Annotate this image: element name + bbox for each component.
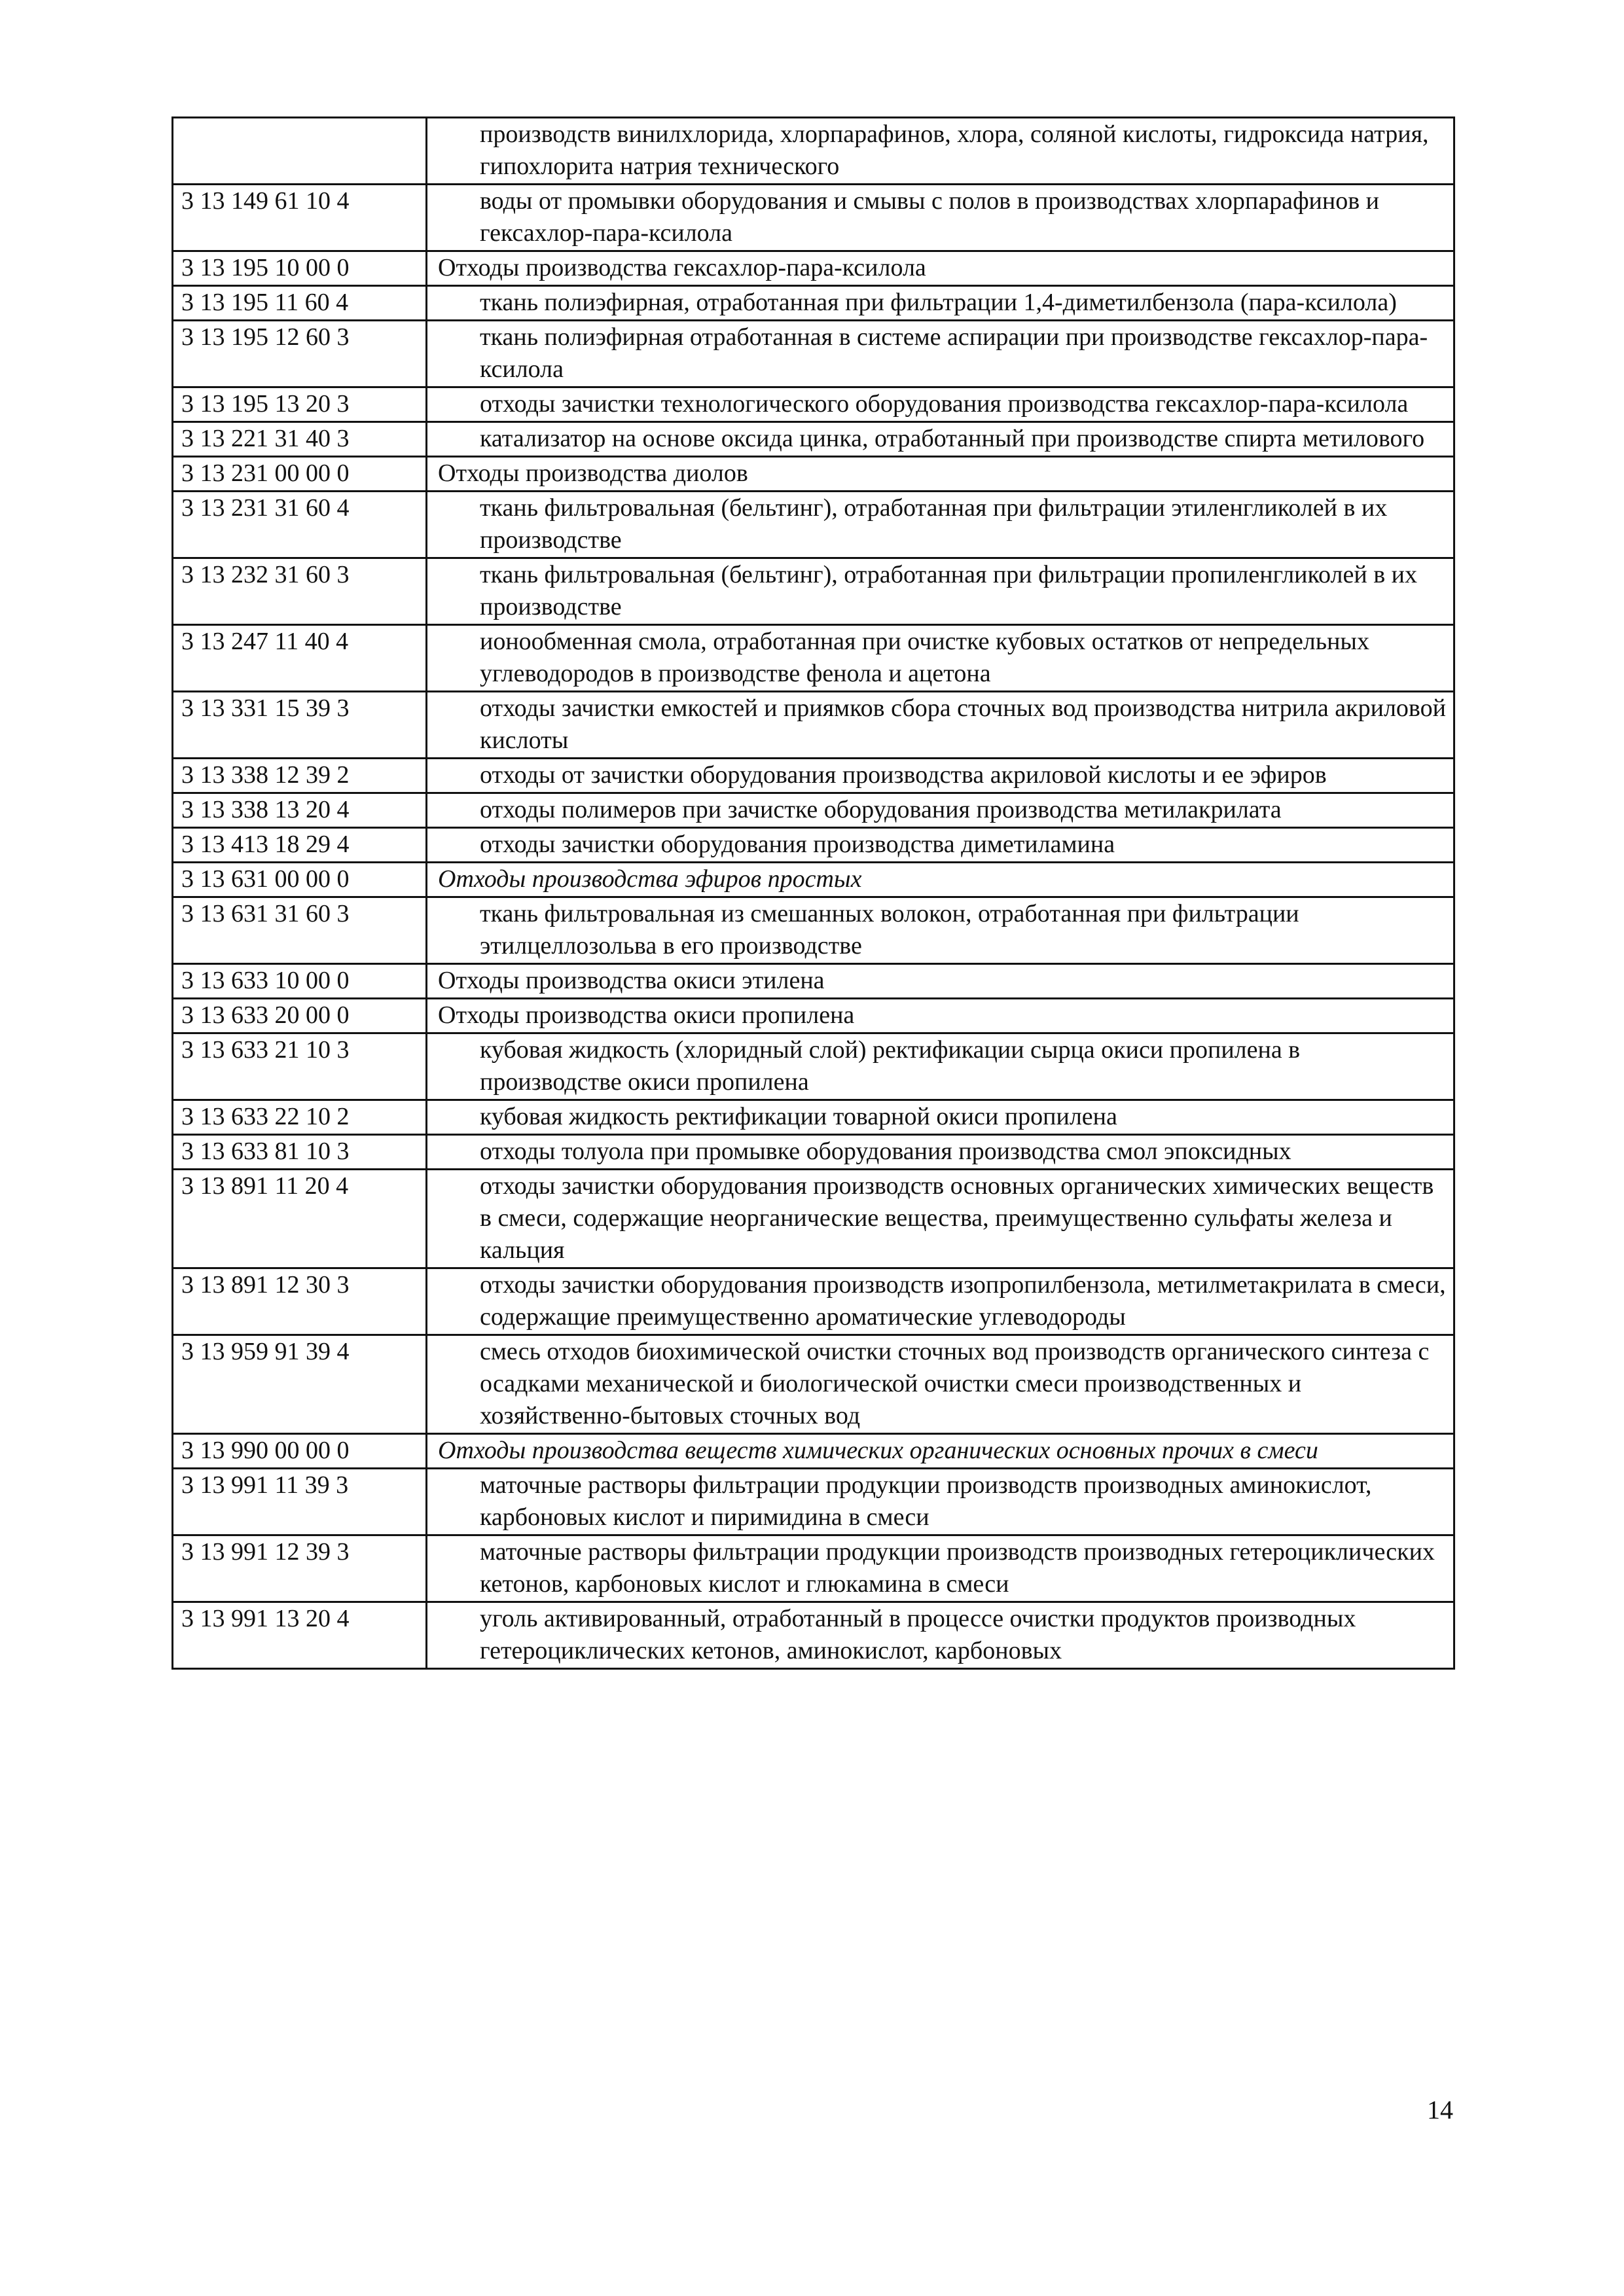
- table-row: [173, 793, 1454, 828]
- table-row: [173, 1535, 1454, 1602]
- table-row: [173, 897, 1454, 964]
- waste-code-cell: 3 13 891 12 30 3: [173, 1268, 427, 1335]
- waste-description-cell: отходы зачистки технологического оборудования производства гексахлор-пара-ксилола: [427, 387, 1454, 422]
- waste-description-cell: катализатор на основе оксида цинка, отработанный при производстве спирта метилового: [427, 422, 1454, 457]
- waste-description-cell: смесь отходов биохимической очистки сточных вод производств органического синтеза с осадками механической и биологической очистки смеси производственных и хозяйственно-бытовых сточных вод: [427, 1335, 1454, 1434]
- table-row: [173, 457, 1454, 492]
- table-row: [173, 286, 1454, 321]
- waste-code-table: [171, 117, 1455, 1670]
- waste-code-cell: 3 13 633 81 10 3: [173, 1135, 427, 1170]
- waste-code-cell: 3 13 231 31 60 4: [173, 492, 427, 558]
- waste-code-cell: 3 13 991 13 20 4: [173, 1602, 427, 1669]
- waste-description-cell: производств винилхлорида, хлорпарафинов, хлора, соляной кислоты, гидроксида натрия, гипохлорита натрия технического: [427, 118, 1454, 185]
- table-row: [173, 964, 1454, 999]
- waste-description-cell: воды от промывки оборудования и смывы с полов в производствах хлорпарафинов и гексахлор-пара-ксилола: [427, 185, 1454, 251]
- waste-group-title-cell: Отходы производства эфиров простых: [427, 863, 1454, 897]
- waste-code-cell: 3 13 631 31 60 3: [173, 897, 427, 964]
- waste-code-cell: 3 13 891 11 20 4: [173, 1170, 427, 1268]
- waste-code-cell: 3 13 959 91 39 4: [173, 1335, 427, 1434]
- waste-description-cell: отходы зачистки оборудования производств изопропилбензола, метилметакрилата в смеси, содержащие преимущественно ароматические углеводороды: [427, 1268, 1454, 1335]
- table-row: [173, 387, 1454, 422]
- waste-code-cell: 3 13 221 31 40 3: [173, 422, 427, 457]
- waste-description-cell: отходы полимеров при зачистке оборудования производства метилакрилата: [427, 793, 1454, 828]
- waste-code-cell: 3 13 247 11 40 4: [173, 625, 427, 692]
- waste-code-cell: 3 13 338 13 20 4: [173, 793, 427, 828]
- waste-description-cell: ткань фильтровальная из смешанных волокон, отработанная при фильтрации этилцеллозольва в его производстве: [427, 897, 1454, 964]
- waste-code-cell: 3 13 991 11 39 3: [173, 1469, 427, 1535]
- waste-code-cell: 3 13 631 00 00 0: [173, 863, 427, 897]
- table-row: [173, 1602, 1454, 1669]
- table-row: [173, 625, 1454, 692]
- waste-code-cell: 3 13 991 12 39 3: [173, 1535, 427, 1602]
- waste-description-cell: кубовая жидкость ректификации товарной окиси пропилена: [427, 1100, 1454, 1135]
- waste-description-cell: ионообменная смола, отработанная при очистке кубовых остатков от непредельных углеводородов в производстве фенола и ацетона: [427, 625, 1454, 692]
- waste-code-cell: 3 13 331 15 39 3: [173, 692, 427, 759]
- waste-code-cell: 3 13 990 00 00 0: [173, 1434, 427, 1469]
- waste-description-cell: маточные растворы фильтрации продукции производств производных гетероциклических кетонов, карбоновых кислот и глюкамина в смеси: [427, 1535, 1454, 1602]
- waste-group-title-cell: Отходы производства гексахлор-пара-ксилола: [427, 251, 1454, 286]
- waste-description-cell: маточные растворы фильтрации продукции производств производных аминокислот, карбоновых кислот и пиримидина в смеси: [427, 1469, 1454, 1535]
- waste-description-cell: ткань полиэфирная, отработанная при фильтрации 1,4-диметилбензола (пара-ксилола): [427, 286, 1454, 321]
- table-row: [173, 1434, 1454, 1469]
- table-row: [173, 558, 1454, 625]
- waste-code-cell: 3 13 633 10 00 0: [173, 964, 427, 999]
- waste-code-cell: 3 13 413 18 29 4: [173, 828, 427, 863]
- table-row: [173, 692, 1454, 759]
- waste-group-title-cell: Отходы производства диолов: [427, 457, 1454, 492]
- waste-description-cell: ткань фильтровальная (бельтинг), отработанная при фильтрации этиленгликолей в их производстве: [427, 492, 1454, 558]
- waste-description-cell: отходы толуола при промывке оборудования производства смол эпоксидных: [427, 1135, 1454, 1170]
- waste-group-title-cell: Отходы производства окиси этилена: [427, 964, 1454, 999]
- table-row: [173, 1135, 1454, 1170]
- table-row: [173, 492, 1454, 558]
- table-row: [173, 1033, 1454, 1100]
- table-row: [173, 118, 1454, 185]
- table-row: [173, 1469, 1454, 1535]
- waste-description-cell: ткань полиэфирная отработанная в системе аспирации при производстве гексахлор-пара-ксилола: [427, 321, 1454, 387]
- waste-description-cell: отходы от зачистки оборудования производства акриловой кислоты и ее эфиров: [427, 759, 1454, 793]
- waste-description-cell: ткань фильтровальная (бельтинг), отработанная при фильтрации пропиленгликолей в их производстве: [427, 558, 1454, 625]
- waste-code-cell: 3 13 195 10 00 0: [173, 251, 427, 286]
- waste-description-cell: отходы зачистки емкостей и приямков сбора сточных вод производства нитрила акриловой кислоты: [427, 692, 1454, 759]
- table-row: [173, 828, 1454, 863]
- table-row: [173, 422, 1454, 457]
- waste-code-cell: 3 13 149 61 10 4: [173, 185, 427, 251]
- waste-description-cell: кубовая жидкость (хлоридный слой) ректификации сырца окиси пропилена в производстве окиси пропилена: [427, 1033, 1454, 1100]
- waste-code-cell: 3 13 633 22 10 2: [173, 1100, 427, 1135]
- waste-description-cell: отходы зачистки оборудования производства диметиламина: [427, 828, 1454, 863]
- waste-code-cell: [173, 118, 427, 185]
- waste-description-cell: отходы зачистки оборудования производств основных органических химических веществ в смеси, содержащие неорганические вещества, преимущественно сульфаты железа и кальция: [427, 1170, 1454, 1268]
- waste-code-cell: 3 13 338 12 39 2: [173, 759, 427, 793]
- table-row: [173, 321, 1454, 387]
- table-row: [173, 1268, 1454, 1335]
- table-row: [173, 1335, 1454, 1434]
- waste-code-cell: 3 13 195 11 60 4: [173, 286, 427, 321]
- waste-code-cell: 3 13 195 13 20 3: [173, 387, 427, 422]
- waste-group-title-cell: Отходы производства веществ химических органических основных прочих в смеси: [427, 1434, 1454, 1469]
- table-row: [173, 759, 1454, 793]
- table-row: [173, 251, 1454, 286]
- table-row: [173, 185, 1454, 251]
- table-row: [173, 999, 1454, 1033]
- waste-code-cell: 3 13 633 21 10 3: [173, 1033, 427, 1100]
- waste-code-cell: 3 13 195 12 60 3: [173, 321, 427, 387]
- table-row: [173, 863, 1454, 897]
- waste-code-cell: 3 13 633 20 00 0: [173, 999, 427, 1033]
- table-row: [173, 1170, 1454, 1268]
- table-body: [173, 118, 1454, 1669]
- waste-description-cell: уголь активированный, отработанный в процессе очистки продуктов производных гетероциклических кетонов, аминокислот, карбоновых: [427, 1602, 1454, 1669]
- waste-code-cell: 3 13 232 31 60 3: [173, 558, 427, 625]
- page-number: 14: [1427, 2095, 1453, 2125]
- table-row: [173, 1100, 1454, 1135]
- waste-group-title-cell: Отходы производства окиси пропилена: [427, 999, 1454, 1033]
- waste-code-cell: 3 13 231 00 00 0: [173, 457, 427, 492]
